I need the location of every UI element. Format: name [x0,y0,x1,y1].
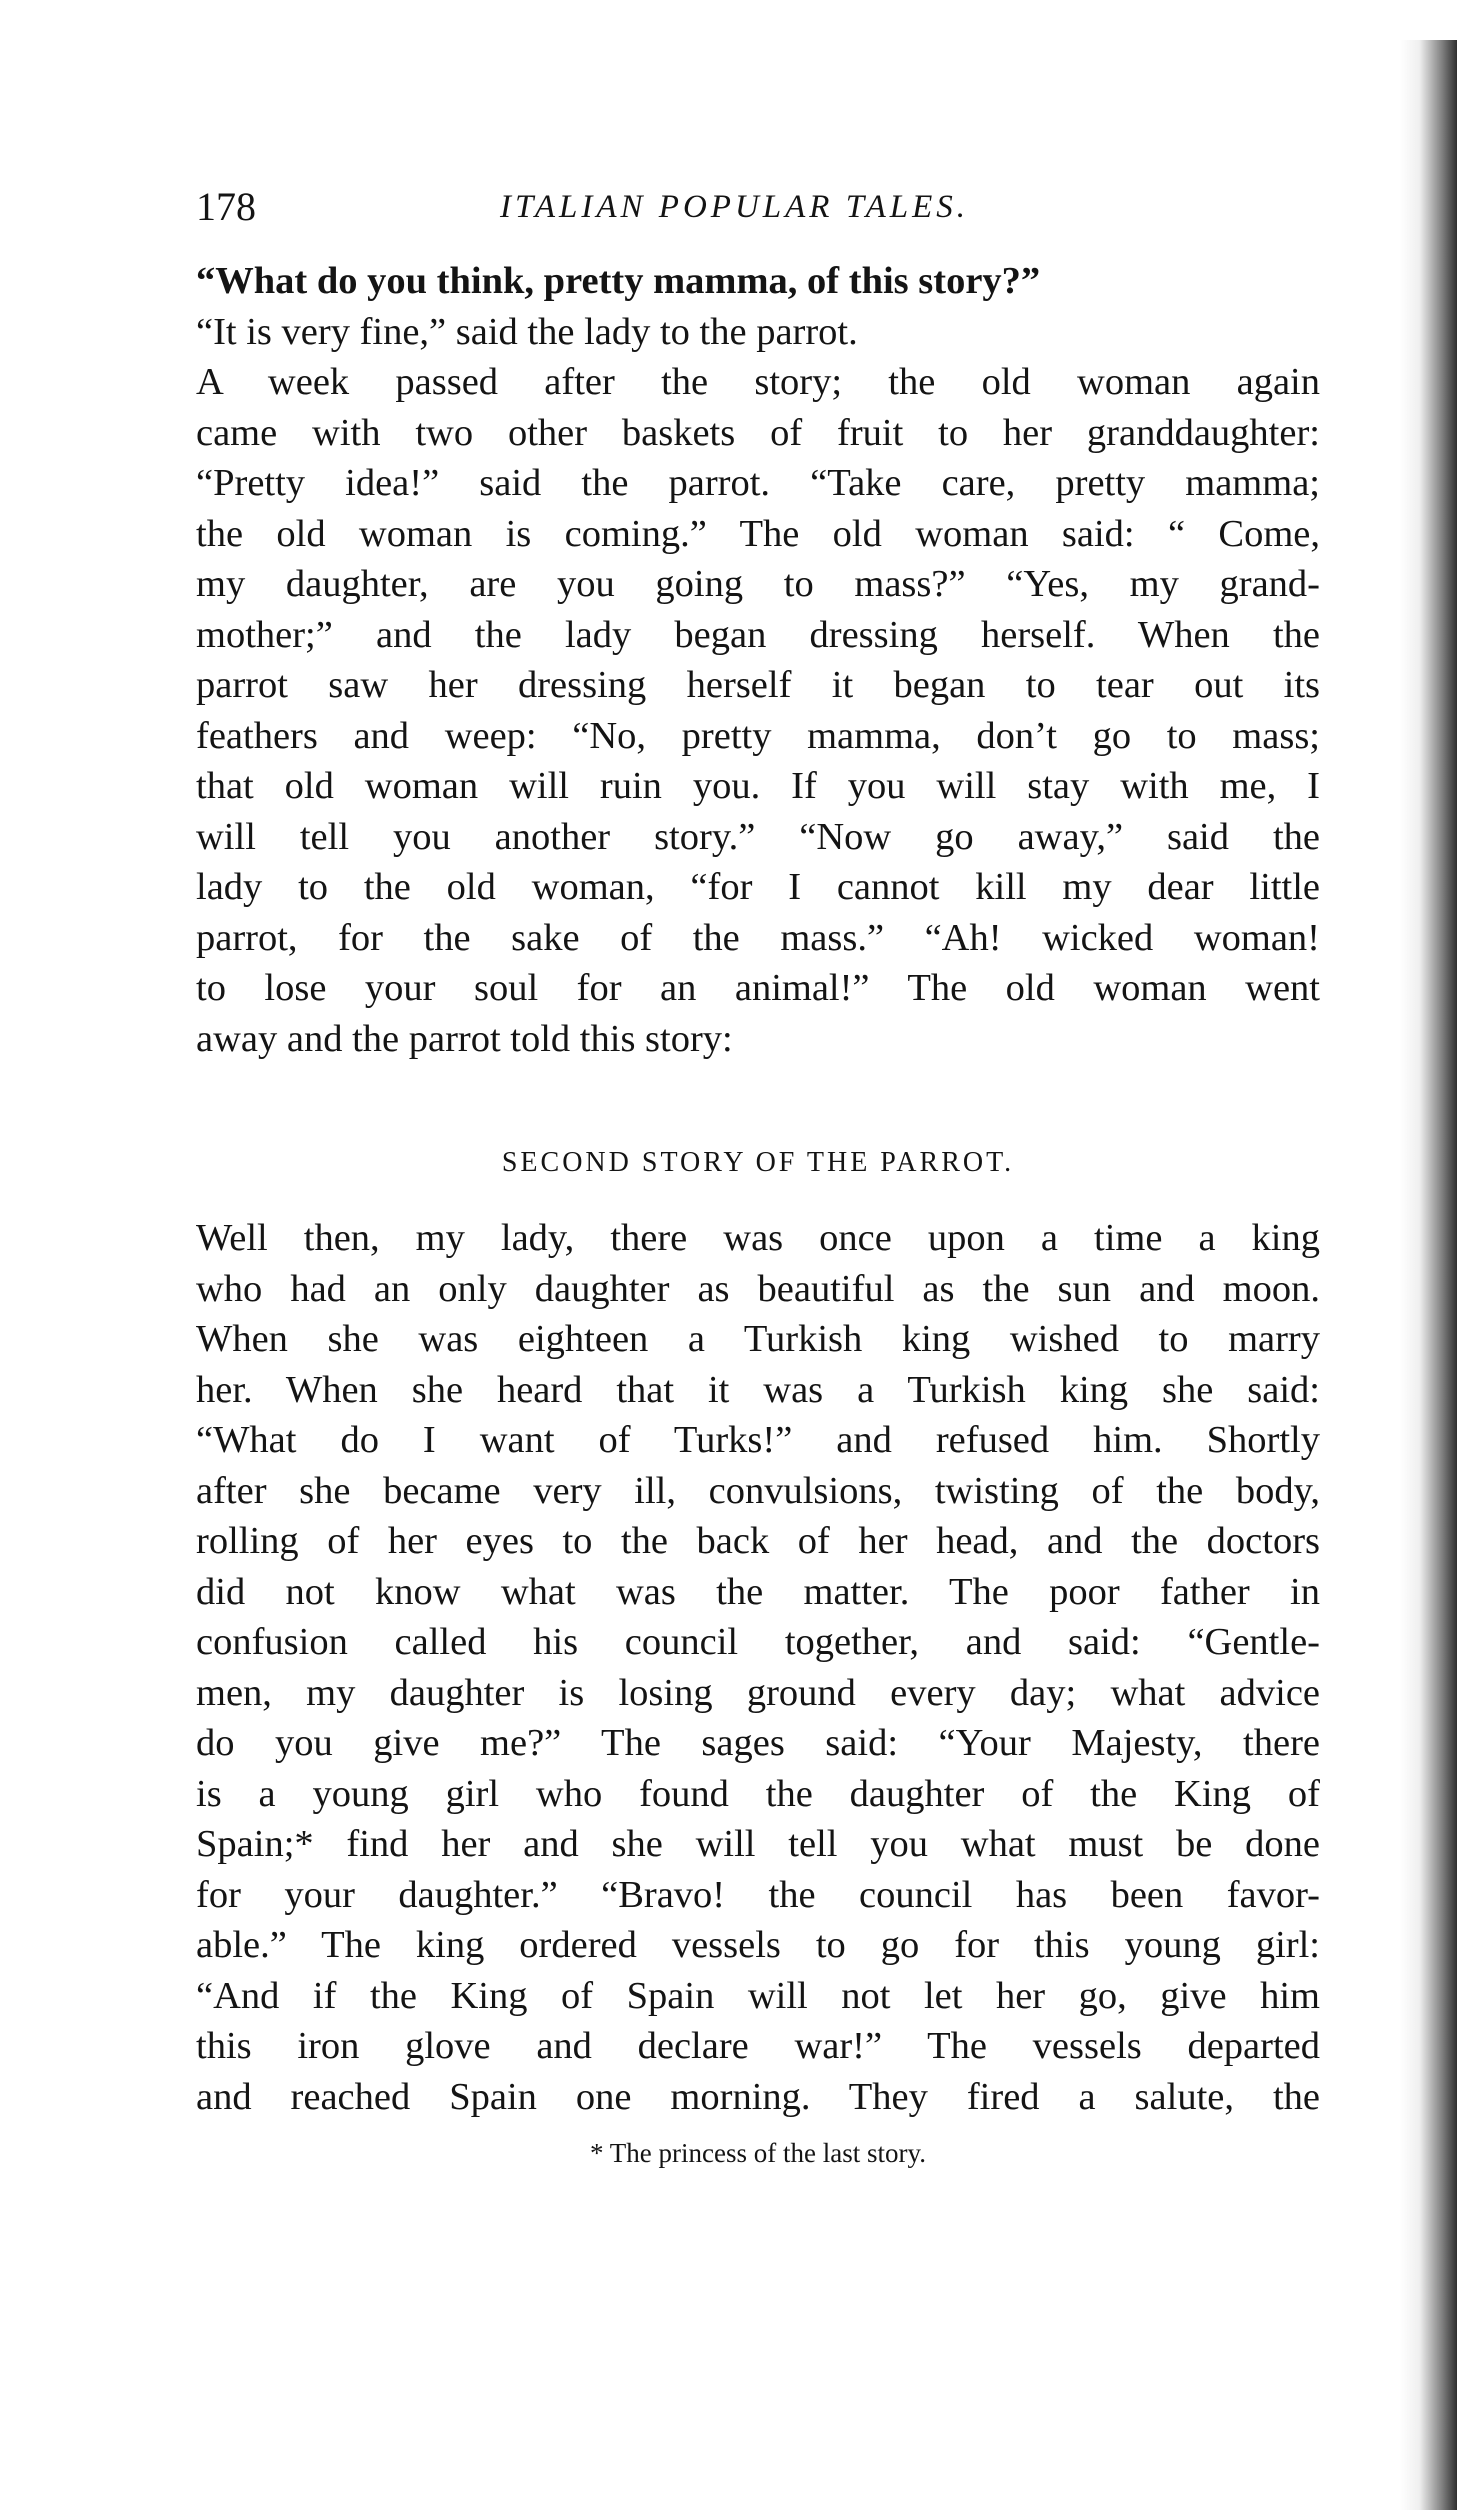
text-line: the old woman is coming.” The old woman said: “ Come, [196,512,1320,555]
text-line: parrot, for the sake of the mass.” “Ah! wicked woman! [196,916,1320,959]
paragraph-dialogue [196,256,1320,357]
text-line: lady to the old woman, “for I cannot kill my dear little [196,866,1320,908]
text-line: confusion called his council together, and said: “Gentle- [196,1621,1320,1663]
text-line: When she was eighteen a Turkish king wished to marry [196,1318,1320,1360]
text-line: Well then, my lady, there was once upon a time a king [196,1217,1320,1259]
text-line: do you give me?” The sages said: “Your Majesty, there [196,1722,1320,1764]
text-line: after she became very ill, convulsions, twisting of the body, [196,1469,1320,1512]
text-line: mother;” and the lady began dressing herself. When the [196,613,1320,656]
text-line: away and the parrot told this story: [196,1017,733,1060]
text-line: feathers and weep: “No, pretty mamma, don’t go to mass; [196,714,1320,757]
section-heading: SECOND STORY OF THE PARROT. [501,1147,1015,1178]
text-line: “What do I want of Turks!” and refused him. Shortly [196,1419,1320,1461]
text-line: able.” The king ordered vessels to go for this young girl: [196,1924,1320,1966]
text-line: “Pretty idea!” said the parrot. “Take care, pretty mamma; [196,462,1320,504]
text-line: parrot saw her dressing herself it began to tear out its [196,664,1320,706]
page-edge-shadow [1399,40,1457,2510]
footnote: * The princess of the last story. [590,2138,926,2168]
text-line: this iron glove and declare war!” The vessels departed [196,2025,1320,2067]
text-line: my daughter, are you going to mass?” “Yes, my grand- [196,563,1320,605]
text-line: to lose your soul for an animal!” The old woman went [196,967,1320,1009]
text-line: is a young girl who found the daughter of the King of [196,1772,1320,1815]
text-line: rolling of her eyes to the back of her head, and the doctors [196,1520,1320,1562]
paragraph-second-story [196,1213,1320,2122]
text-line: “What do you think, pretty mamma, of this story?” [196,260,1041,302]
page-header [196,183,1320,231]
text-line: “It is very fine,” said the lady to the parrot. [196,310,858,353]
text-line: men, my daughter is losing ground every day; what advice [196,1671,1320,1714]
text-line: and reached Spain one morning. They fired a salute, the [196,2075,1320,2118]
text-line: “And if the King of Spain will not let her go, give him [196,1974,1320,2017]
text-line: for your daughter.” “Bravo! the council has been favor- [196,1873,1320,1916]
text-line: will tell you another story.” “Now go away,” said the [196,815,1320,858]
paragraph-old-woman [196,357,1320,1064]
running-title: ITALIAN POPULAR TALES. [500,189,970,225]
text-line: did not know what was the matter. The poor father in [196,1570,1320,1613]
text-line: Spain;* find her and she will tell you what must be done [196,1823,1320,1865]
text-line: came with two other baskets of fruit to her granddaughter: [196,411,1320,454]
text-line: that old woman will ruin you. If you will stay with me, I [196,765,1320,807]
text-line: A week passed after the story; the old woman again [196,361,1320,403]
text-line: her. When she heard that it was a Turkish king she said: [196,1368,1320,1411]
text-line: who had an only daughter as beautiful as the sun and moon. [196,1267,1320,1310]
page-number: 178 [196,184,256,229]
